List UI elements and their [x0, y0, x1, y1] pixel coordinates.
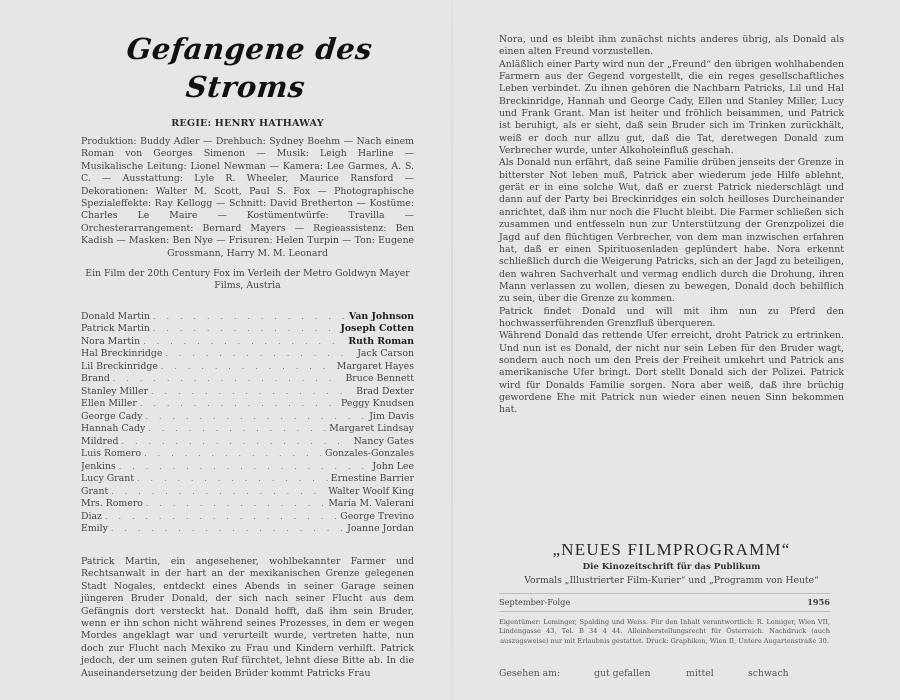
director-credit: REGIE: HENRY HATHAWAY	[171, 118, 324, 129]
magazine-title: „NEUES FILMPROGRAMM“	[552, 540, 791, 560]
cast-row	[81, 523, 414, 536]
leader-dots	[161, 361, 334, 374]
magazine-subtitle: Die Kinozeitschrift für das Publikum	[582, 562, 761, 573]
cast-actor: Peggy Knudsen	[341, 398, 414, 410]
cast-actor: Joseph Cotten	[340, 323, 414, 335]
leader-dots	[165, 348, 354, 361]
issue-year: 1956	[807, 597, 830, 608]
cast-actor: George Trevino	[340, 510, 414, 522]
leader-dots	[146, 411, 367, 424]
cast-role: Lil Breckinridge	[81, 360, 158, 372]
magazine-block	[499, 539, 844, 680]
leader-dots	[105, 511, 337, 524]
cast-row	[81, 311, 414, 324]
cast-actor: Bruce Bennett	[345, 373, 414, 385]
cast-role: Mildred	[81, 435, 119, 447]
leader-dots	[148, 423, 326, 436]
cast-actor: Nancy Gates	[353, 435, 414, 447]
cast-row	[81, 336, 414, 349]
cast-role: Stanley Miller	[81, 385, 149, 397]
cast-actor: Brad Dexter	[356, 385, 414, 397]
cast-row	[81, 473, 414, 486]
cast-actor: John Lee	[372, 460, 414, 472]
leader-dots	[111, 486, 325, 499]
cast-row	[81, 386, 414, 399]
rating-good: gut gefallen	[594, 667, 651, 679]
synopsis-paragraph: Nora, und es bleibt ihm zunächst nichts anderes übrig, als Donald als einen alten Freund vorzustellen.	[499, 34, 844, 58]
page-fold	[451, 0, 453, 700]
leader-dots	[146, 498, 325, 511]
film-title: Gefangene des Stroms	[124, 32, 375, 104]
crew-credits: Produktion: Buddy Adler — Drehbuch: Sydney Boehm — Nach einem Roman von Georges Simenon — Musik: Leigh Harline — Musikalische Leitung: Lionel Newman — Kamera: Lee Garmes, A. S. C. — Ausstattung: Lyle R. Wheeler, Maurice Ransford — Dekorationen: Walter M. Scott, Paul S. Fox — Photographische Spezialeffekte: Ray Kellogg — Schnitt: David Bretherton — Kostüme: Charles Le Maire — Kostümentwürfe: Travilla — Orchesterarrangement: Bernard Mayers — Regieassistenz: Ben Kadish — Masken: Ben Nye — Frisuren: Helen Turpin — Ton: Eugene Grossmann, Harry M. M. Leonard	[81, 136, 414, 259]
cast-role: Diaz	[81, 510, 102, 522]
cast-row	[81, 373, 414, 386]
leader-dots	[140, 398, 338, 411]
cast-actor: Margaret Hayes	[336, 360, 414, 372]
seen-on-label: Gesehen am:	[499, 667, 561, 679]
cast-role: Hannah Cady	[81, 423, 146, 435]
cast-actor: Margaret Lindsay	[329, 423, 414, 435]
cast-role: Jenkins	[81, 460, 116, 472]
cast-role: Luis Romero	[81, 448, 142, 460]
cast-row	[81, 423, 414, 436]
synopsis-paragraph: Patrick findet Donald und will mit ihm nun zu Pferd den hochwasserführenden Grenzfluß überqueren.	[499, 305, 844, 329]
cast-row	[81, 323, 414, 336]
distributor-note: Ein Film der 20th Century Fox im Verleih der Metro Goldwyn Mayer Films, Austria	[85, 268, 410, 292]
cast-role: Emily	[81, 523, 108, 535]
cast-row	[81, 461, 414, 474]
leader-dots	[153, 311, 346, 324]
cast-list	[81, 311, 414, 536]
synopsis-part-1: Patrick Martin, ein angesehener, wohlbekannter Farmer und Rechtsanwalt in der hart an der mexikanischen Grenze gelegenen Stadt Nogales, entdeckt eines Abends in seiner Garage seinen jüngeren Bruder Donald, der sich nach seiner Flucht aus dem Gefängnis dort versteckt hat. Donald hofft, daß ihm sein Bruder, wenn er ihn schon nicht während seines Prozesses, in dem er wegen Mordes angeklagt war und verurteilt wurde, vertreten hatte, nun doch zur Flucht nach Mexiko zu Frau und Kindern verhilft. Patrick jedoch, der um seinen guten Ruf fürchtet, lehnt diese Bitte ab. In die Auseinandersetzung der beiden Brüder kommt Patricks Frau	[81, 555, 414, 679]
leader-dots	[153, 323, 338, 336]
issue-label: September-Folge	[499, 597, 571, 608]
leader-dots	[137, 473, 328, 486]
cast-role: Lucy Grant	[81, 473, 134, 485]
cast-row	[81, 436, 414, 449]
cast-row	[81, 348, 414, 361]
synopsis-paragraph: Als Donald nun erfährt, daß seine Familie drüben jenseits der Grenze in bitterster Not leben muß, Patrick aber wiederum jede Hilfe ablehnt, gerät er in eine solche Wut, daß er zuerst Patrick niederschlägt und dann auf der Party bei Breckinridges ein solch heilloses Durcheinander anrichtet, daß ihm nur noch die Flucht bleibt. Die Farmer schließen sich zusammen und entfesseln nun zur Unterstützung der Grenzpolizei die Jagd auf den flüchtigen Verbrecher, von dem man inzwischen erfahren hat, daß er einen Spirituosenladen geplündert habe. Nora erkennt schließlich durch die Weigerung Patricks, sich an der Jagd zu beteiligen, den wahren Sachverhalt und vermag endlich durch die Drohung, ihren Mann verlassen zu wollen, diesen zu bewegen, Donald doch behilflich zu sein, über die Grenze zu kommen.	[499, 157, 844, 305]
cast-row	[81, 361, 414, 374]
cast-actor: Van Johnson	[348, 310, 414, 322]
rating-medium: mittel	[686, 667, 714, 679]
cast-role: Grant	[81, 485, 109, 497]
cast-actor: Ruth Roman	[348, 335, 414, 347]
leader-dots	[113, 373, 343, 386]
leader-dots	[151, 386, 353, 399]
cast-row	[81, 398, 414, 411]
issue-bar	[499, 593, 830, 612]
cast-role: Donald Martin	[81, 310, 151, 322]
cast-row	[81, 411, 414, 424]
cast-actor: Maria M. Valerani	[328, 498, 414, 510]
cast-row	[81, 486, 414, 499]
synopsis-part-2	[499, 34, 844, 417]
cast-role: Ellen Miller	[81, 398, 137, 410]
cast-actor: Walter Woolf King	[328, 485, 414, 497]
cast-actor: Jack Carson	[357, 348, 414, 360]
leader-dots	[111, 523, 344, 536]
cast-role: Mrs. Romero	[81, 498, 143, 510]
cast-role: George Cady	[81, 410, 143, 422]
synopsis-paragraph: Anläßlich einer Party wird nun der „Freund“ den übrigen wohlhabenden Farmern aus der Gegend vorgestellt, die ein reges gesellschaftliches Leben verbindet. Zu ihnen gehören die Nachbarn Patricks, Lil und Hal Breckinridge, Hannah und George Cady, Ellen und Stanley Miller, Lucy und Frank Grant. Man ist heiter und fröhlich beisammen, und Patrick ist beruhigt, als er sieht, daß sein Bruder sich im Trinken zurückhält, weiß er doch nur allzu gut, daß die Tat, deretwegen Donald zum Verbrecher wurde, unter Alkoholeinfluß geschah.	[499, 58, 844, 157]
cast-role: Nora Martin	[81, 335, 141, 347]
magazine-former-names: Vormals „Illustrierter Film-Kurier“ und „Programm von Heute“	[524, 575, 819, 587]
leader-dots	[122, 436, 351, 449]
right-page	[451, 0, 900, 700]
cast-role: Brand	[81, 373, 110, 385]
synopsis-paragraph: Während Donald das rettende Ufer erreicht, droht Patrick zu ertrinken. Und nun ist es Donald, der nicht nur sein Leben für den Bruder wagt, sondern auch noch um den Preis der Freiheit umkehrt und Patrick ans amerikanische Ufer bringt. Dort stellt Donald sich der Polizei. Patrick wird für Donalds Familie sorgen. Nora aber weiß, daß ihre brüchig gewordene Ehe mit Patrick nun wieder einen neuen Sinn bekommen hat.	[499, 330, 844, 416]
leader-dots	[144, 448, 322, 461]
cast-row	[81, 498, 414, 511]
cast-role: Hal Breckinridge	[81, 348, 163, 360]
cast-row	[81, 448, 414, 461]
cast-actor: Ernestine Barrier	[330, 473, 414, 485]
leader-dots	[143, 336, 345, 349]
cast-role: Patrick Martin	[81, 323, 150, 335]
cast-actor: Gonzales-Gonzales	[325, 448, 414, 460]
cast-actor: Jim Davis	[369, 410, 414, 422]
rating-weak: schwach	[748, 667, 789, 679]
rating-row	[499, 668, 844, 680]
leader-dots	[119, 461, 370, 474]
imprint: Eigentümer: Leminger, Spalding und Weiss. Für den Inhalt verantwortlich: R. Lemiger, Wien VII, Lindengasse 43, Tel. B 34 4 44. Alleinherstellungsrecht für Österreich. Nachdruck (auch auszugsweise) nur mit Erlaubnis gestattet. Druck: Graphikon, Wien II, Untere Augartenstraße 30.	[499, 618, 830, 645]
cast-actor: Joanne Jordan	[347, 523, 414, 535]
cast-row	[81, 511, 414, 524]
